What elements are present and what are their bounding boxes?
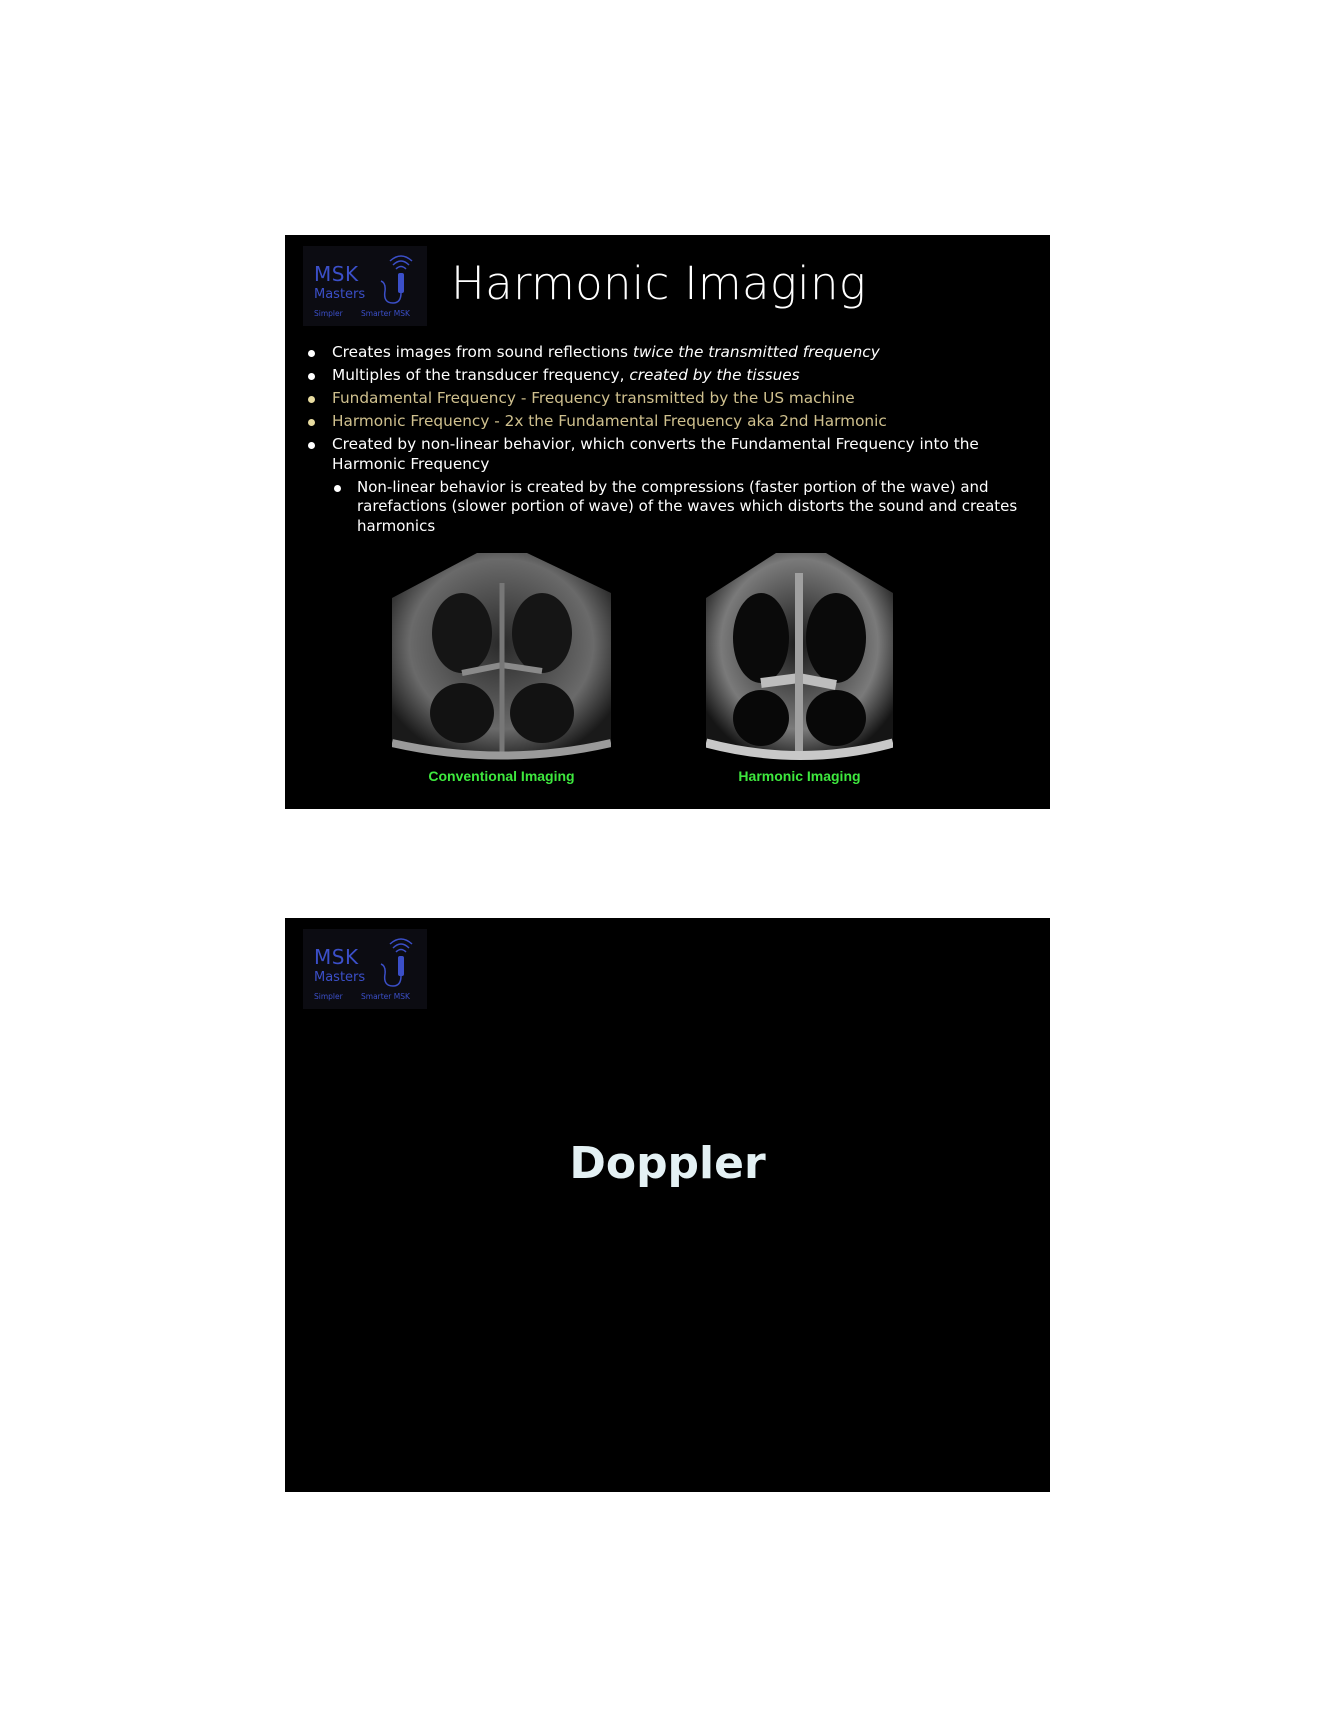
msk-masters-logo: [303, 246, 427, 326]
bullet-emphasis: twice the transmitted frequency: [632, 343, 880, 361]
bullet-item: [308, 343, 1038, 363]
bullet-item: [308, 435, 1038, 474]
bullet-list: [308, 343, 1038, 540]
logo-tagline-right: Smarter MSK: [361, 309, 410, 318]
bullet-dot: [308, 350, 315, 357]
logo-tagline-left: Simpler: [314, 992, 343, 1001]
msk-masters-logo: [303, 929, 427, 1009]
bullet-dot: [334, 485, 341, 492]
logo-name-line2: Masters: [314, 970, 366, 985]
image-caption: Harmonic Imaging: [738, 768, 861, 784]
logo-name-line1: MSK: [314, 945, 359, 969]
ultrasound-probe-icon: [373, 934, 421, 994]
slide-harmonic-imaging: [285, 235, 1050, 809]
slide-title: Doppler: [569, 1138, 766, 1189]
ultrasound-picture: [706, 553, 893, 788]
bullet-dot: [308, 442, 315, 449]
bullet-item: [308, 412, 1038, 432]
bullet-text: Multiples of the transducer frequency,: [332, 366, 630, 384]
ultrasound-probe-icon: [373, 251, 421, 311]
slide-doppler: [285, 918, 1050, 1492]
ultrasound-picture: [392, 553, 611, 788]
harmonic-ultrasound-image: [706, 553, 893, 788]
bullet-item: [308, 389, 1038, 409]
bullet-item: [308, 366, 1038, 386]
logo-name-line2: Masters: [314, 287, 366, 302]
image-caption: Conventional Imaging: [428, 768, 575, 784]
sub-bullet-text: Non-linear behavior is created by the compressions (faster portion of the wave) and rarefactions (slower portion of wave) of the waves which distorts the sound and creates harmonics: [357, 477, 1018, 535]
logo-name-line1: MSK: [314, 262, 359, 286]
bullet-text: Creates images from sound reflections: [332, 343, 633, 361]
bullet-dot: [308, 419, 315, 426]
bullet-dot: [308, 396, 315, 403]
bullet-text: Harmonic Frequency - 2x the Fundamental Frequency aka 2nd Harmonic: [332, 412, 887, 430]
bullet-text: Created by non-linear behavior, which converts the Fundamental Frequency into the Harmonic Frequency: [332, 435, 979, 473]
bullet-emphasis: created by the tissues: [629, 366, 800, 384]
logo-tagline-right: Smarter MSK: [361, 992, 410, 1001]
conventional-ultrasound-image: [392, 553, 611, 788]
bullet-dot: [308, 373, 315, 380]
sub-bullet-item: [334, 478, 1038, 537]
slide-title: Harmonic Imaging: [451, 257, 867, 310]
logo-tagline-left: Simpler: [314, 309, 343, 318]
bullet-text: Fundamental Frequency - Frequency transmitted by the US machine: [332, 389, 855, 407]
